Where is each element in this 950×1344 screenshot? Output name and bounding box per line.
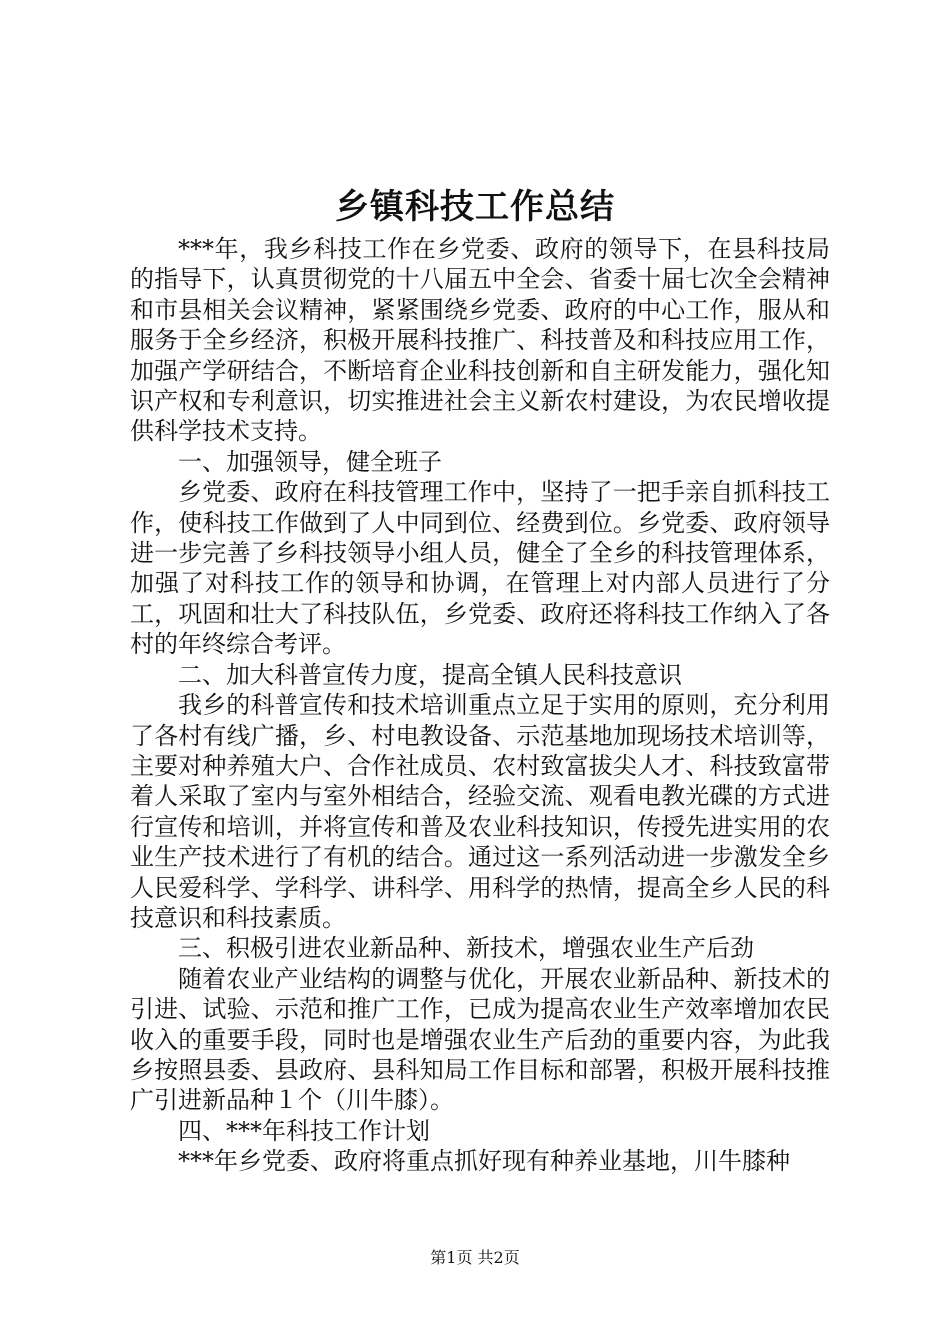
paragraph-intro: ***年，我乡科技工作在乡党委、政府的领导下，在县科技局的指导下，认真贯彻党的十八届五中全会、省委十届七次全会精神和市县相关会议精神，紧紧围绕乡党委、政府的中心工作，服从和服务于全乡经济，积极开展科技推广、科技普及和科技应用工作，加强产学研结合，不断培育企业科技创新和自主研发能力，强化知识产权和专利意识，切实推进社会主义新农村建设，为农民增收提供科学技术支持。 (130, 235, 830, 446)
section-heading-4: 四、***年科技工作计划 (178, 1116, 430, 1145)
page-title: 乡镇科技工作总结 (335, 187, 615, 227)
page-footer: 第1页 共2页 (430, 1248, 520, 1267)
section-heading-1: 一、加强领导，健全班子 (178, 447, 442, 476)
paragraph-section-3: 随着农业产业结构的调整与优化，开展农业新品种、新技术的引进、试验、示范和推广工作，已成为提高农业生产效率增加农民收入的重要手段，同时也是增强农业生产后劲的重要内容，为此我乡按照县委、县政府、县科知局工作目标和部署，积极开展科技推广引进新品种１个（川牛膝）。 (130, 964, 830, 1115)
section-heading-3: 三、积极引进农业新品种、新技术，增强农业生产后劲 (178, 934, 754, 963)
document-body (130, 234, 830, 1177)
paragraph-section-2: 我乡的科普宣传和技术培训重点立足于实用的原则，充分利用了各村有线广播，乡、村电教设备、示范基地加现场技术培训等，主要对种养殖大户、合作社成员、农村致富拔尖人才、科技致富带着人采取了室内与室外相结合，经验交流、观看电教光碟的方式进行宣传和培训，并将宣传和普及农业科技知识，传授先进实用的农业生产技术进行了有机的结合。通过这一系列活动进一步激发全乡人民爱科学、学科学、讲科学、用科学的热情，提高全乡人民的科技意识和科技素质。 (130, 691, 830, 932)
paragraph-section-1: 乡党委、政府在科技管理工作中，坚持了一把手亲自抓科技工作，使科技工作做到了人中同到位、经费到位。乡党委、政府领导进一步完善了乡科技领导小组人员，健全了全乡的科技管理体系，加强了对科技工作的领导和协调，在管理上对内部人员进行了分工，巩固和壮大了科技队伍，乡党委、政府还将科技工作纳入了各村的年终综合考评。 (130, 478, 830, 659)
section-heading-2: 二、加大科普宣传力度，提高全镇人民科技意识 (178, 660, 682, 689)
paragraph-section-4: ***年乡党委、政府将重点抓好现有种养业基地，川牛膝种 (178, 1147, 790, 1176)
